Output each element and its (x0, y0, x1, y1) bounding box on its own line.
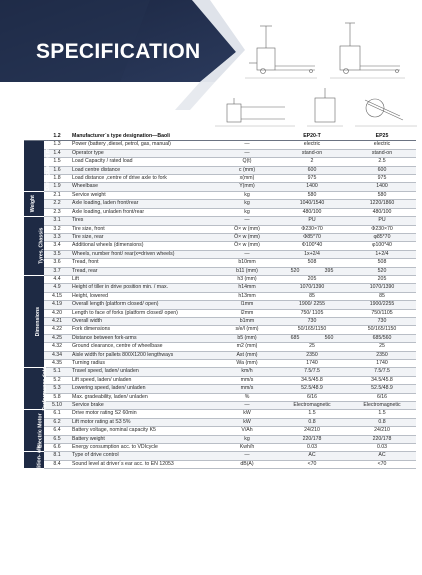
row-number: 6.6 (44, 444, 70, 452)
row-value-ep25: 0.8 (348, 418, 416, 426)
row-parameter: Overall length (platform closed/ open) (70, 301, 218, 309)
row-unit: b5 (mm) (218, 334, 276, 342)
row-unit: kg (218, 191, 276, 199)
truck-line-drawing-icon (205, 8, 420, 130)
row-parameter: Turning radius (70, 360, 218, 368)
row-parameter: Sound level at driver´s ear acc. to EN 12053 (70, 460, 218, 468)
row-number: 8.4 (44, 460, 70, 468)
row-value-ep20t: 1400 (276, 183, 348, 191)
row-unit: — (218, 402, 276, 410)
row-value-ep25: 750/1105 (348, 309, 416, 317)
row-number: 5.8 (44, 393, 70, 401)
row-value-ep25: 975 (348, 175, 416, 183)
row-value-ep25: 34.5/45.8 (348, 376, 416, 384)
row-unit: — (218, 250, 276, 258)
row-value-ep20t: AC (276, 452, 348, 460)
row-unit: — (218, 149, 276, 157)
row-value-ep25: 1900/2255 (348, 301, 416, 309)
row-unit: h3 (mm) (218, 275, 276, 283)
group-label-distinguishing-mark (24, 141, 52, 192)
row-value-ep25: 1400 (348, 183, 416, 191)
row-number: 3.7 (44, 267, 70, 275)
row-parameter: Lift motor rating at S3 5% (70, 418, 218, 426)
row-value-ep20t (276, 267, 348, 275)
row-unit: kg (218, 208, 276, 216)
row-value-ep25: 220/178 (348, 435, 416, 443)
row-number: 4.32 (44, 343, 70, 351)
row-value-ep25: 1.5 (348, 410, 416, 418)
table-row (24, 183, 416, 191)
row-number: 4.25 (44, 334, 70, 342)
row-unit: c (mm) (218, 166, 276, 174)
row-parameter: Load centre distance (70, 166, 218, 174)
table-row (24, 427, 416, 435)
table-row (24, 301, 416, 309)
group-label-text: Performance data (42, 367, 49, 411)
table-row (24, 158, 416, 166)
row-number: 3.1 (44, 217, 70, 225)
row-parameter: Axle loading, unladen front/rear (70, 208, 218, 216)
specification-table (24, 133, 416, 477)
row-number: 4.19 (44, 301, 70, 309)
row-parameter: Drive motor rating S2 60min (70, 410, 218, 418)
row-unit: Ö× w (mm) (218, 225, 276, 233)
row-parameter: Service brake (70, 402, 218, 410)
table-row (24, 368, 416, 376)
row-value-ep20t: 25 (276, 343, 348, 351)
row-number: 4.21 (44, 317, 70, 325)
row-value-ep20t-b: 560 (324, 334, 334, 341)
row-value-ep20t-b: 395 (324, 267, 334, 274)
row-value-ep20t: 1.5 (276, 410, 348, 418)
row-unit: s/e/l (mm) (218, 326, 276, 334)
row-value-ep20t: electric (276, 141, 348, 149)
row-value-ep25: 2350 (348, 351, 416, 359)
row-unit: Y(mm) (218, 183, 276, 191)
row-unit: V/Ah (218, 427, 276, 435)
row-value-ep20t: 730 (276, 317, 348, 325)
row-value-ep20t: 1x+2/4 (276, 250, 348, 258)
row-parameter: Ground clearance, centre of wheelbase (70, 343, 218, 351)
row-number: 4.34 (44, 351, 70, 359)
row-unit: m2 (mm) (218, 343, 276, 351)
row-parameter: Height, lowered (70, 292, 218, 300)
header-spacer (24, 133, 44, 141)
row-value-ep20t: <70 (276, 460, 348, 468)
table-row (24, 317, 416, 325)
row-parameter: Wheels, number front/ rear(x=driven wheels) (70, 250, 218, 258)
row-number: 2.2 (44, 200, 70, 208)
row-number: 1.9 (44, 183, 70, 191)
row-value-ep20t: 1040/1540 (276, 200, 348, 208)
table-row (24, 225, 416, 233)
row-number: 2.1 (44, 191, 70, 199)
row-value-ep25: 7.5/7.5 (348, 368, 416, 376)
row-value-ep20t: 975 (276, 175, 348, 183)
table-row (24, 334, 416, 342)
row-parameter: Lift (70, 275, 218, 283)
group-label-text: Dimensions (35, 306, 41, 337)
table-row (24, 141, 416, 149)
table-row (24, 200, 416, 208)
row-number: 5.2 (44, 376, 70, 384)
row-number: 1.4 (44, 149, 70, 157)
row-value-ep20t: 750/ 1105 (276, 309, 348, 317)
row-value-ep20t: Φ230×70 (276, 225, 348, 233)
row-parameter: Tire size, rear (70, 233, 218, 241)
row-parameter: Overall width (70, 317, 218, 325)
row-parameter: Service weight (70, 191, 218, 199)
row-unit: Kwh/h (218, 444, 276, 452)
row-number: 4.22 (44, 326, 70, 334)
row-number: 5.1 (44, 368, 70, 376)
specification-table-container (24, 133, 416, 477)
row-parameter: Height of tiller in drive position min. / max. (70, 284, 218, 292)
row-value-ep20t: 52.5/48.9 (276, 385, 348, 393)
row-number: 1.5 (44, 158, 70, 166)
row-parameter: Power (battery ,diesel, petrol, gas, manual) (70, 141, 218, 149)
row-parameter: Tires (70, 217, 218, 225)
row-value-ep20t: 600 (276, 166, 348, 174)
row-unit: dB(A) (218, 460, 276, 468)
table-row (24, 460, 416, 468)
row-number: 4.15 (44, 292, 70, 300)
row-value-ep25: 1+2/4 (348, 250, 416, 258)
row-value-ep25: 730 (348, 317, 416, 325)
table-row (24, 435, 416, 443)
row-parameter: Battery weight (70, 435, 218, 443)
group-label-text: Distinguishing mark (45, 141, 52, 192)
row-value-ep20t: 580 (276, 191, 348, 199)
table-row (24, 175, 416, 183)
row-number: 1.3 (44, 141, 70, 149)
row-unit: b1mm (218, 317, 276, 325)
header-unit (218, 133, 276, 141)
row-value-ep25: φ100*40 (348, 242, 416, 250)
row-value-ep20t: 6/16 (276, 393, 348, 401)
row-value-ep25: 685/560 (348, 334, 416, 342)
row-unit: Ö× w (mm) (218, 242, 276, 250)
row-number: 6.1 (44, 410, 70, 418)
table-row (24, 208, 416, 216)
row-value-ep25: 85 (348, 292, 416, 300)
row-parameter: Load distance ,centre of drive axle to fork (70, 175, 218, 183)
row-value-ep25: 580 (348, 191, 416, 199)
table-row (24, 275, 416, 283)
row-value-ep20t: 220/178 (276, 435, 348, 443)
row-value-ep20t: 480/100 (276, 208, 348, 216)
group-label-performance-data (24, 367, 49, 411)
page-title: SPECIFICATION (36, 40, 201, 63)
row-value-ep25: 205 (348, 275, 416, 283)
row-parameter: Tread, rear (70, 267, 218, 275)
row-value-ep20t: Electromagnetic (276, 402, 348, 410)
row-number: 4.35 (44, 360, 70, 368)
row-value-ep25: 480/100 (348, 208, 416, 216)
table-row (24, 402, 416, 410)
row-value-ep20t: 205 (276, 275, 348, 283)
row-unit: h14mm (218, 284, 276, 292)
table-row (24, 217, 416, 225)
row-number: 3.2 (44, 225, 70, 233)
row-parameter: Distance between fork-arms (70, 334, 218, 342)
table-row (24, 242, 416, 250)
row-unit: — (218, 217, 276, 225)
table-row (24, 166, 416, 174)
row-number: 3.6 (44, 259, 70, 267)
row-value-ep20t: 7.5/7.5 (276, 368, 348, 376)
row-unit: kg (218, 435, 276, 443)
row-unit: mm/s (218, 385, 276, 393)
row-value-ep20t-a: 685 (290, 334, 300, 341)
row-parameter: Lift speed, laden/ unladen (70, 376, 218, 384)
row-value-ep25: 25 (348, 343, 416, 351)
row-value-ep20t: 0.03 (276, 444, 348, 452)
table-row (24, 309, 416, 317)
row-value-ep25: 2.5 (348, 158, 416, 166)
truck-drawings (205, 8, 420, 130)
row-number: 4.4 (44, 275, 70, 283)
row-value-ep25: AC (348, 452, 416, 460)
row-value-ep25: 1740 (348, 360, 416, 368)
row-number: 1.8 (44, 175, 70, 183)
row-value-ep20t: 1070/1390 (276, 284, 348, 292)
header-no: 1.2 (44, 133, 70, 141)
row-unit: kW (218, 410, 276, 418)
table-row (24, 191, 416, 199)
row-unit: Ast (mm) (218, 351, 276, 359)
row-value-ep20t: 34.5/45.8 (276, 376, 348, 384)
row-parameter: Axle loading, laden front/rear (70, 200, 218, 208)
table-row (24, 250, 416, 258)
group-label-text: Tyres, Chassis (38, 227, 45, 265)
row-value-ep20t: 0.8 (276, 418, 348, 426)
row-number: 4.20 (44, 309, 70, 317)
row-unit: h13mm (218, 292, 276, 300)
row-value-ep20t: 1740 (276, 360, 348, 368)
row-parameter: Additional wheels (dimensions) (70, 242, 218, 250)
row-value-ep25: <70 (348, 460, 416, 468)
row-number: 6.2 (44, 418, 70, 426)
row-value-ep20t: Φ85*70 (276, 233, 348, 241)
table-row (24, 452, 416, 460)
row-value-ep25: 0.03 (348, 444, 416, 452)
row-value-ep20t: 1900/ 2255 (276, 301, 348, 309)
table-row (24, 326, 416, 334)
group-label-text: Electric Motor (37, 413, 44, 449)
row-unit: b10mm (218, 259, 276, 267)
table-row (24, 259, 416, 267)
group-label-text: Addition- alls (36, 443, 43, 477)
row-value-ep20t: 2 (276, 158, 348, 166)
row-number: 1.6 (44, 166, 70, 174)
table-row (24, 149, 416, 157)
row-value-ep25: electric (348, 141, 416, 149)
row-unit: Q(t) (218, 158, 276, 166)
row-number: 2.3 (44, 208, 70, 216)
row-value-ep25: stand-on (348, 149, 416, 157)
row-value-ep20t: 2350 (276, 351, 348, 359)
row-value-ep20t: stand-on (276, 149, 348, 157)
row-value-ep25: Electromagnetic (348, 402, 416, 410)
row-value-ep25: 520 (348, 267, 416, 275)
row-value-ep25: 6/16 (348, 393, 416, 401)
table-row (24, 393, 416, 401)
row-parameter: Aisle width for pallets 800X1200 lengthways (70, 351, 218, 359)
row-parameter: Type of drive control (70, 452, 218, 460)
group-label-tyres-chassis (24, 217, 44, 276)
row-value-ep25: 52.5/48.9 (348, 385, 416, 393)
row-unit: kW (218, 418, 276, 426)
row-parameter: Operator type (70, 149, 218, 157)
table-row (24, 351, 416, 359)
row-value-ep25: 50/165/1150 (348, 326, 416, 334)
row-parameter: Tread, front (70, 259, 218, 267)
row-value-ep20t: Φ100*40 (276, 242, 348, 250)
header-model-ep20t: EP20-T (276, 133, 348, 141)
row-number: 3.4 (44, 242, 70, 250)
row-number: 4.9 (44, 284, 70, 292)
row-unit: mm/s (218, 376, 276, 384)
row-number: 3.5 (44, 250, 70, 258)
row-value-ep25: 508 (348, 259, 416, 267)
table-row (24, 418, 416, 426)
row-value-ep20t: 50/165/1150 (276, 326, 348, 334)
row-parameter: Travel speed, laden/ unladen (70, 368, 218, 376)
row-value-ep20t-a: 520 (290, 267, 300, 274)
row-value-ep25: φ85*70 (348, 233, 416, 241)
row-number: 6.5 (44, 435, 70, 443)
table-row (24, 385, 416, 393)
row-parameter: Battery voltage, nominal capacity K5 (70, 427, 218, 435)
row-parameter: Energy consumption acc. to VDIcycle (70, 444, 218, 452)
row-unit: b11 (mm) (218, 267, 276, 275)
row-number: 5.3 (44, 385, 70, 393)
header-model-ep25: EP25 (348, 133, 416, 141)
row-parameter: Wheelbase (70, 183, 218, 191)
table-row (24, 267, 416, 275)
table-row (24, 410, 416, 418)
row-parameter: Lowering speed, laden/ unladen (70, 385, 218, 393)
header-param: Manufacturer´s type designation—Baoli (70, 133, 218, 141)
row-unit: — (218, 452, 276, 460)
row-unit: l1mm (218, 301, 276, 309)
group-label-dimensions (24, 275, 44, 367)
row-value-ep20t: 85 (276, 292, 348, 300)
row-value-ep25: 1070/1390 (348, 284, 416, 292)
row-value-ep25: 600 (348, 166, 416, 174)
row-unit: — (218, 141, 276, 149)
table-row (24, 360, 416, 368)
row-unit: Wa (mm) (218, 360, 276, 368)
row-value-ep20t: 24/210 (276, 427, 348, 435)
row-parameter: Max. gradeability, laden/ unladen (70, 393, 218, 401)
row-number: 8.1 (44, 452, 70, 460)
row-number: 3.3 (44, 233, 70, 241)
table-row (24, 292, 416, 300)
table-row (24, 444, 416, 452)
row-unit: % (218, 393, 276, 401)
row-value-ep25: Φ230×70 (348, 225, 416, 233)
table-row (24, 284, 416, 292)
row-value-ep20t: PU (276, 217, 348, 225)
group-label-text: Weight (30, 195, 37, 213)
group-label-addition-alls (24, 443, 44, 477)
table-header-row (24, 133, 416, 141)
row-parameter: Length to face of forks (platform closed/ open) (70, 309, 218, 317)
row-parameter: Tire size, front (70, 225, 218, 233)
row-value-ep20t (276, 334, 348, 342)
table-row (24, 343, 416, 351)
row-unit: x(mm) (218, 175, 276, 183)
row-value-ep20t: 508 (276, 259, 348, 267)
row-number: 6.4 (44, 427, 70, 435)
table-row (24, 376, 416, 384)
row-unit: kg (218, 200, 276, 208)
row-value-ep25: 24/210 (348, 427, 416, 435)
row-unit: km/h (218, 368, 276, 376)
group-label-weight (24, 191, 44, 216)
row-unit: Ö× w (mm) (218, 233, 276, 241)
row-parameter: Fork dimensions (70, 326, 218, 334)
row-value-ep25: 1220/1860 (348, 200, 416, 208)
table-row (24, 233, 416, 241)
row-number: 5.10 (44, 402, 70, 410)
row-parameter: Load Capacity / rated load (70, 158, 218, 166)
row-unit: l2mm (218, 309, 276, 317)
row-value-ep25: PU (348, 217, 416, 225)
